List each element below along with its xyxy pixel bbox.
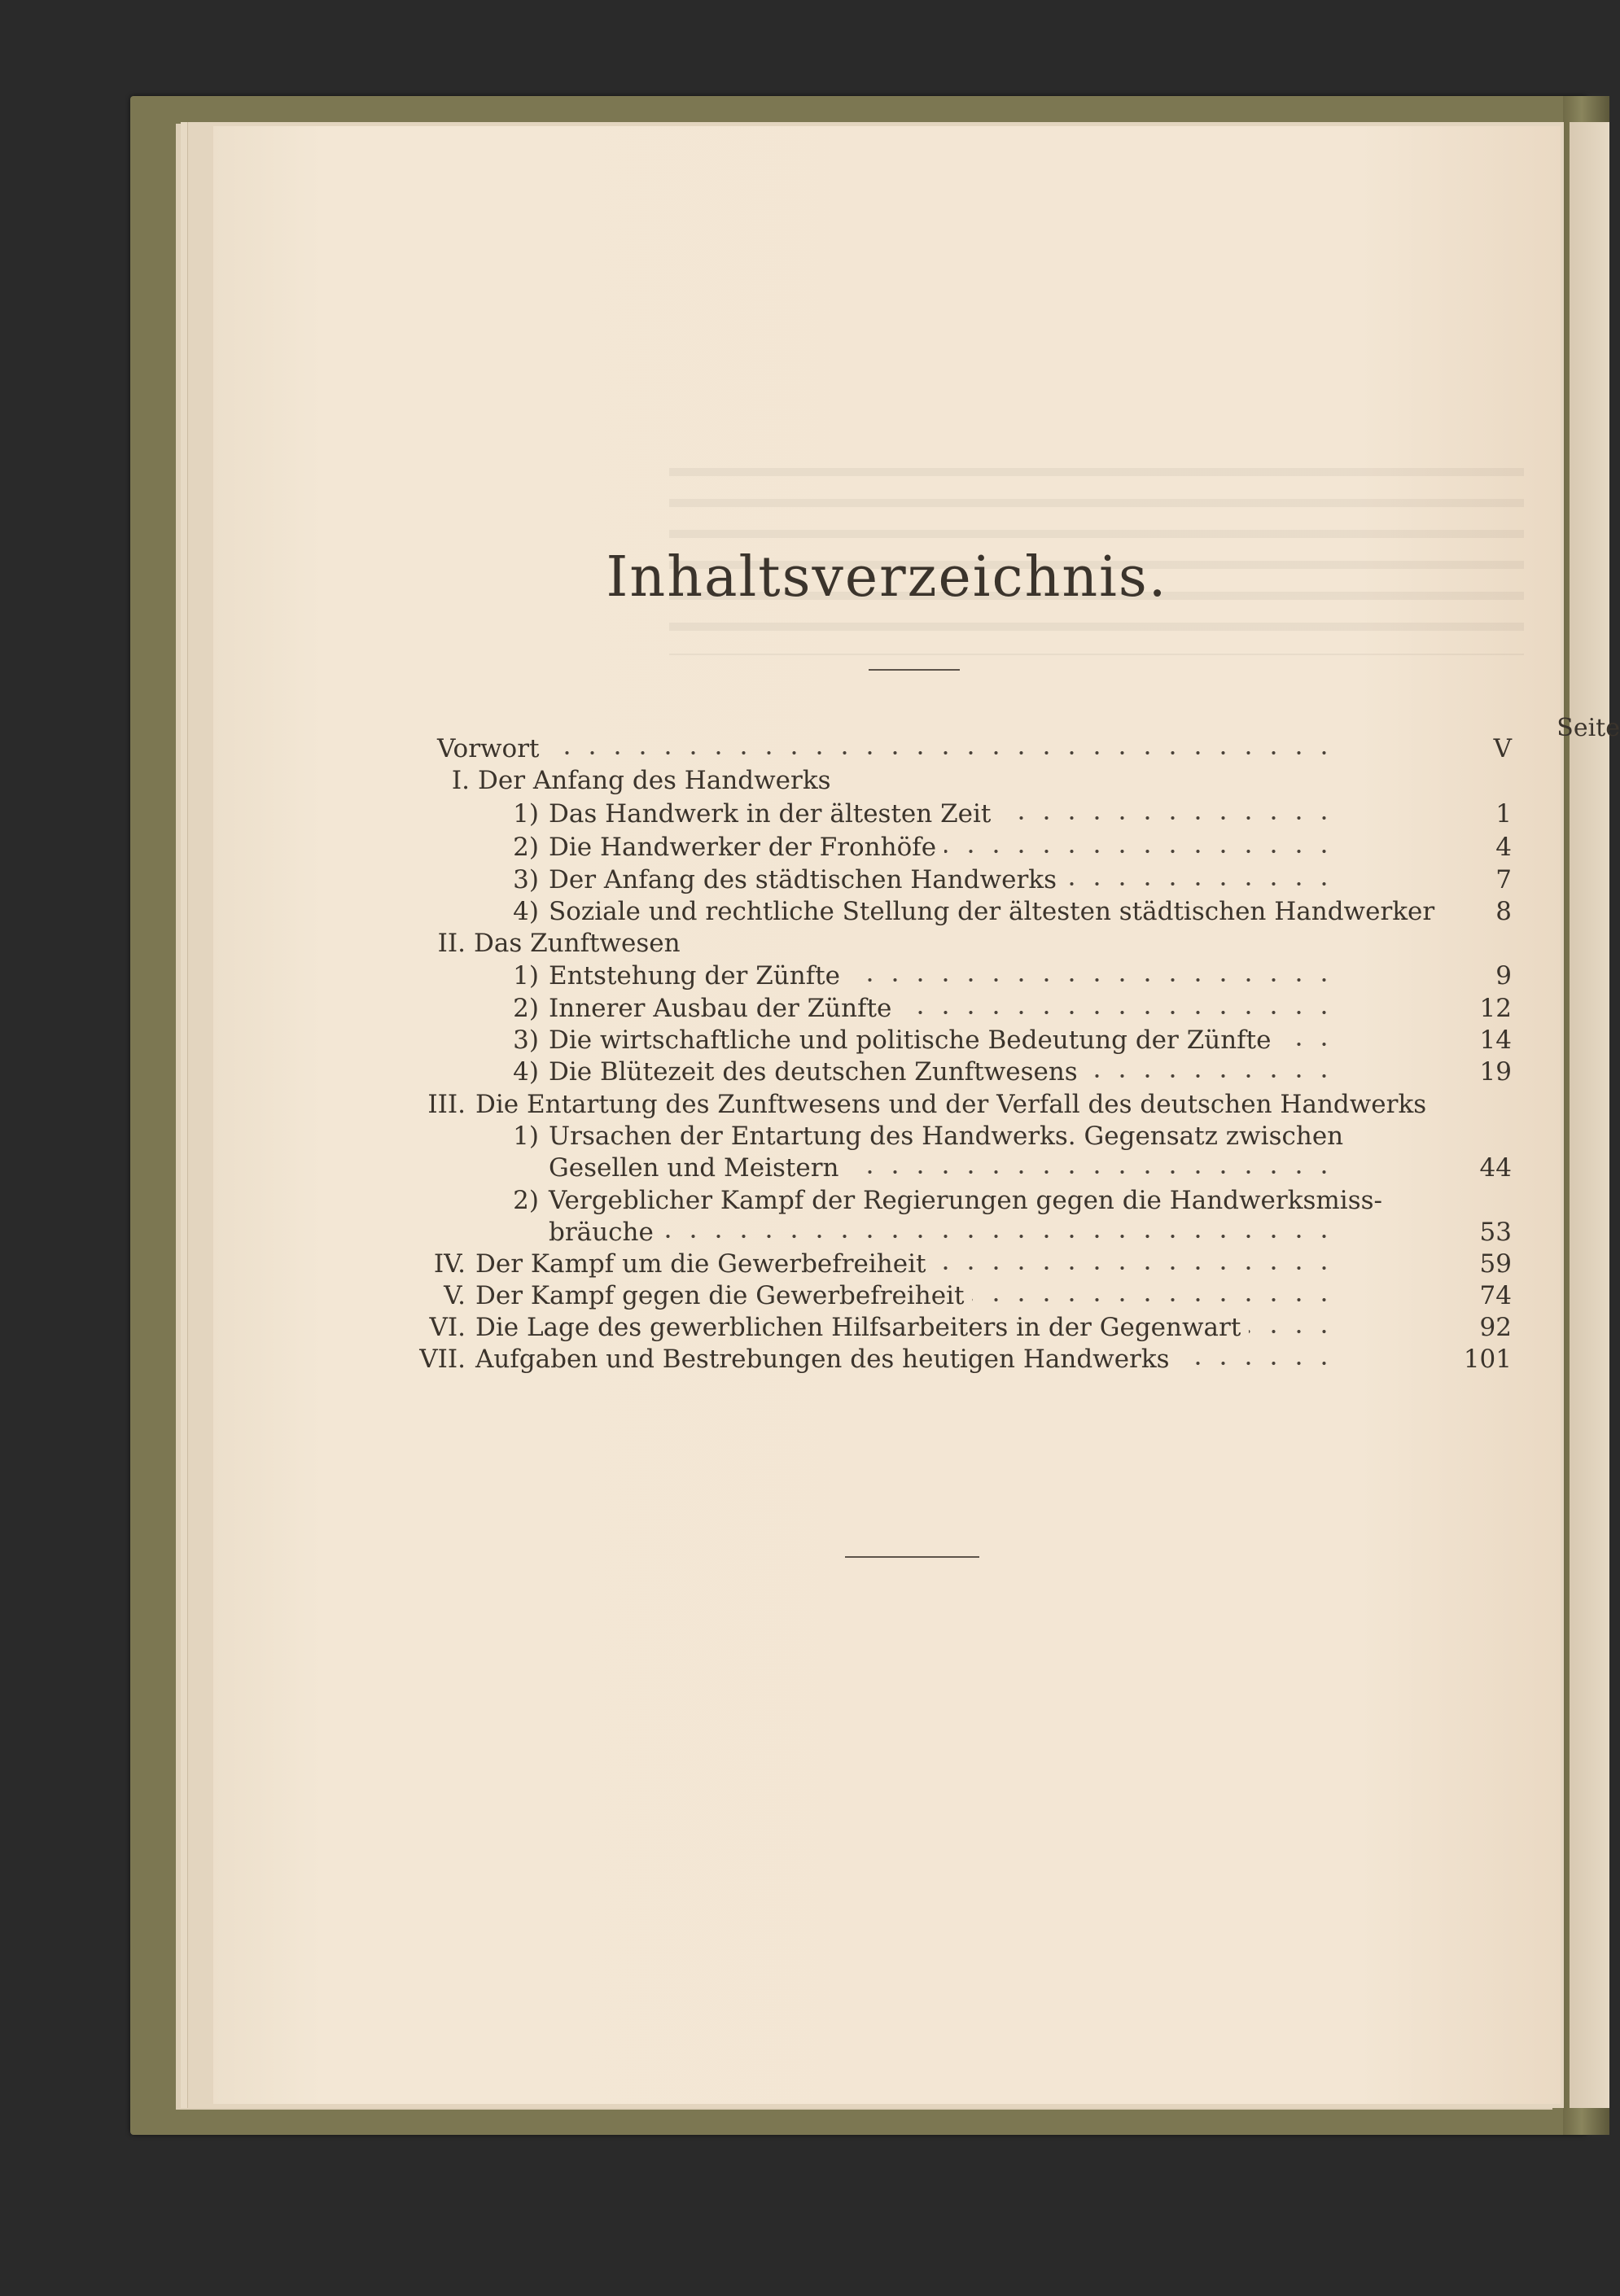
- toc-entry: [213, 798, 1561, 830]
- entry-title: Die Lage des gewerblichen Hilfsarbeiters in der Gegenwart: [475, 1313, 1241, 1342]
- entry-title: Der Anfang des städtischen Handwerks: [549, 865, 1057, 894]
- entry-number: 3): [513, 1026, 539, 1055]
- entry-number: 4): [513, 897, 539, 926]
- dot-leader: [1178, 1361, 1337, 1366]
- entry-page-number: 59: [1479, 1249, 1512, 1279]
- toc-entry: [213, 864, 1561, 896]
- book-page: [213, 126, 1620, 2104]
- facing-page-edge: [1570, 122, 1609, 2108]
- dot-leader: [662, 1234, 1337, 1239]
- toc-entry: [213, 1024, 1561, 1056]
- dot-leader: [944, 849, 1337, 854]
- toc-entry: [213, 1152, 1561, 1184]
- entry-page-number: 7: [1495, 865, 1512, 894]
- toc-entry: [213, 895, 1561, 928]
- entry-number: VII.: [419, 1345, 466, 1374]
- toc-entry: [213, 831, 1561, 864]
- entry-number: 1): [513, 1122, 539, 1151]
- entry-title: Die Blütezeit des deutschen Zunftwesens: [549, 1057, 1078, 1087]
- entry-page-number: 53: [1479, 1218, 1512, 1247]
- entry-title: Der Kampf gegen die Gewerbefreiheit: [475, 1281, 965, 1310]
- dot-leader: [935, 1266, 1337, 1270]
- toc-entry: [213, 960, 1561, 992]
- dot-leader: [972, 1297, 1337, 1302]
- entry-page-number: 9: [1495, 961, 1512, 991]
- entry-title: Ursachen der Entartung des Handwerks. Gegensatz zwischen: [549, 1122, 1344, 1151]
- entry-number: II.: [437, 929, 466, 958]
- entry-title: Die Entartung des Zunftwesens und der Verfall des deutschen Handwerks: [475, 1090, 1427, 1119]
- entry-title: Entstehung der Zünfte: [549, 961, 840, 991]
- entry-page-number: 101: [1463, 1345, 1512, 1374]
- dot-leader: [999, 816, 1337, 820]
- entry-page-number: 1: [1495, 799, 1512, 829]
- page-column-header: Seite: [1557, 714, 1620, 742]
- entry-title: Aufgaben und Bestrebungen des heutigen Handwerks: [475, 1345, 1170, 1374]
- toc-entry: [213, 1120, 1561, 1152]
- entry-number: VI.: [429, 1313, 466, 1342]
- entry-number: 3): [513, 865, 539, 894]
- toc-entry: [213, 1248, 1561, 1280]
- toc-entry: [213, 1279, 1561, 1312]
- entry-title: Die Handwerker der Fronhöfe: [549, 833, 937, 862]
- entry-page-number: 4: [1495, 833, 1512, 862]
- dot-leader: [1279, 1042, 1337, 1047]
- entry-title: Die wirtschaftliche und politische Bedeutung der Zünfte: [549, 1026, 1272, 1055]
- page-title: Inhaltsverzeichnis.: [606, 545, 1168, 610]
- entry-title: Der Anfang des Handwerks: [478, 766, 831, 795]
- entry-page-number: V: [1493, 734, 1512, 763]
- entry-number: I.: [451, 766, 470, 795]
- entry-title: bräuche: [549, 1218, 654, 1247]
- entry-title: Soziale und rechtliche Stellung der ältesten städtischen Handwerker: [549, 897, 1435, 926]
- dot-leader: [1249, 1329, 1337, 1334]
- entry-title: Vergeblicher Kampf der Regierungen gegen die Handwerksmiss-: [549, 1186, 1383, 1215]
- dot-leader: [1065, 881, 1337, 886]
- entry-title: Innerer Ausbau der Zünfte: [549, 994, 892, 1023]
- entry-number: 2): [513, 994, 539, 1023]
- dot-leader: [548, 750, 1337, 755]
- toc-entry: [213, 1216, 1561, 1249]
- entry-number: V.: [444, 1281, 466, 1310]
- entry-page-number: 44: [1479, 1153, 1512, 1183]
- entry-page-number: 92: [1479, 1313, 1512, 1342]
- toc-entry: [213, 1056, 1561, 1088]
- entry-number: 2): [513, 833, 539, 862]
- dot-leader: [1086, 1074, 1337, 1078]
- entry-page-number: 8: [1495, 897, 1512, 926]
- entry-number: 1): [513, 961, 539, 991]
- entry-page-number: 12: [1479, 994, 1512, 1023]
- end-divider: [845, 1556, 979, 1558]
- entry-page-number: 74: [1479, 1281, 1512, 1310]
- entry-number: 2): [513, 1186, 539, 1215]
- entry-number: 4): [513, 1057, 539, 1087]
- entry-title: Das Handwerk in der ältesten Zeit: [549, 799, 992, 829]
- dot-leader: [848, 977, 1337, 982]
- entry-page-number: 19: [1479, 1057, 1512, 1087]
- toc-entry: [213, 733, 1561, 765]
- entry-title: Gesellen und Meistern: [549, 1153, 839, 1183]
- entry-number: III.: [427, 1090, 466, 1119]
- toc-entry: [213, 927, 1561, 960]
- toc-entry: [213, 1088, 1561, 1121]
- toc-entry: [213, 764, 1561, 797]
- entry-title: Das Zunftwesen: [474, 929, 681, 958]
- toc-entry: [213, 1184, 1561, 1217]
- dot-leader: [847, 1170, 1337, 1174]
- entry-page-number: 14: [1479, 1026, 1512, 1055]
- dot-leader: [900, 1010, 1337, 1015]
- entry-title: Der Kampf um die Gewerbefreiheit: [475, 1249, 926, 1279]
- entry-title: Vorwort: [437, 734, 540, 763]
- toc-entry: [213, 1311, 1561, 1344]
- entry-number: 1): [513, 799, 539, 829]
- toc-entry: [213, 1343, 1561, 1375]
- table-of-contents: [213, 126, 1620, 2104]
- entry-number: IV.: [433, 1249, 466, 1279]
- toc-entry: [213, 992, 1561, 1025]
